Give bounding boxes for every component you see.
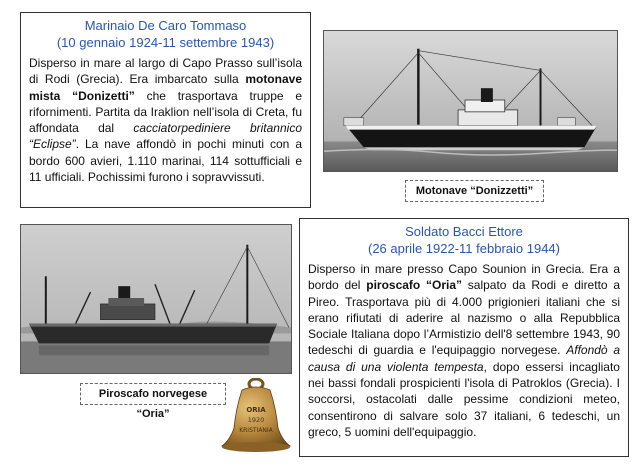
body-text-segment: salpato da Rodi e diretto a Pireo. Trasportava più di 4.000 prigionieri italiani che si erano rifiutati di aderire al nazismo o alla Repubblica Sociale Italiana dopo l’Armistizio dell'8 settembre 1943, 90 tedeschi di guardia e l'equipaggio norvegese.: [308, 278, 621, 358]
body-text-segment: . La nave affondò in pochi minuti con a bordo 600 avieri, 1.110 marinai, 114 sottufficiali e 11 ufficiali. Pochissimi furono i sopravvissuti.: [29, 137, 302, 185]
card-title-name: Soldato Bacci Ettore: [405, 224, 523, 239]
bell-inscription-city: KRISTIANIA: [239, 427, 273, 434]
body-text-segment: Disperso in mare presso Capo Sounion in Grecia. Era a bordo del: [308, 262, 620, 293]
caption-donizetti: Motonave “Donizzetti”: [405, 180, 544, 202]
ship-bell-image: [214, 378, 298, 458]
card-title-name: Marinaio De Caro Tommaso: [84, 18, 247, 33]
card-title-dates: (10 gennaio 1924-11 settembre 1943): [56, 35, 275, 50]
caption-oria: Piroscafo norvegese “Oria”: [80, 383, 226, 405]
biography-card-bacci: [299, 218, 629, 457]
photo-donizetti-ship: [323, 30, 618, 172]
body-text-bold: motonave mista “Donizetti”: [29, 72, 302, 103]
card-title-dates: (26 aprile 1922-11 febbraio 1944): [367, 241, 560, 256]
biography-card-de-caro: [20, 12, 311, 208]
body-text-segment: , dopo essersi incagliato nei bassi fondali prospicienti l'isola di Patroklos (Grecia). I soccorsi, ostacolati dalle pessime condizioni meteo, consentirono di salvare solo 37 italiani, 6 tedeschi, un greco, 5 uomini dell'equipaggio.: [308, 359, 620, 439]
body-text-italic: cacciatorpediniere britannico “Eclipse”: [29, 121, 302, 152]
bell-inscription-name: ORIA: [246, 406, 266, 414]
card-body-text: [308, 261, 620, 440]
body-text-segment: Disperso in mare al largo di Capo Prasso sull’isola di Rodi (Grecia). Era imbarcato sulla: [29, 56, 302, 87]
bell-inscription-year: 1920: [247, 416, 265, 424]
body-text-italic: Affondò a causa di una violenta tempesta: [308, 343, 621, 374]
body-text-segment: che trasportava truppe e rifornimenti. Partita da Iraklion nell’isola di Creta, fu affondata dal: [29, 88, 302, 136]
card-body-text: [29, 55, 302, 185]
body-text-bold: piroscafo “Oria”: [366, 278, 463, 293]
photo-oria-ship: [20, 224, 292, 374]
